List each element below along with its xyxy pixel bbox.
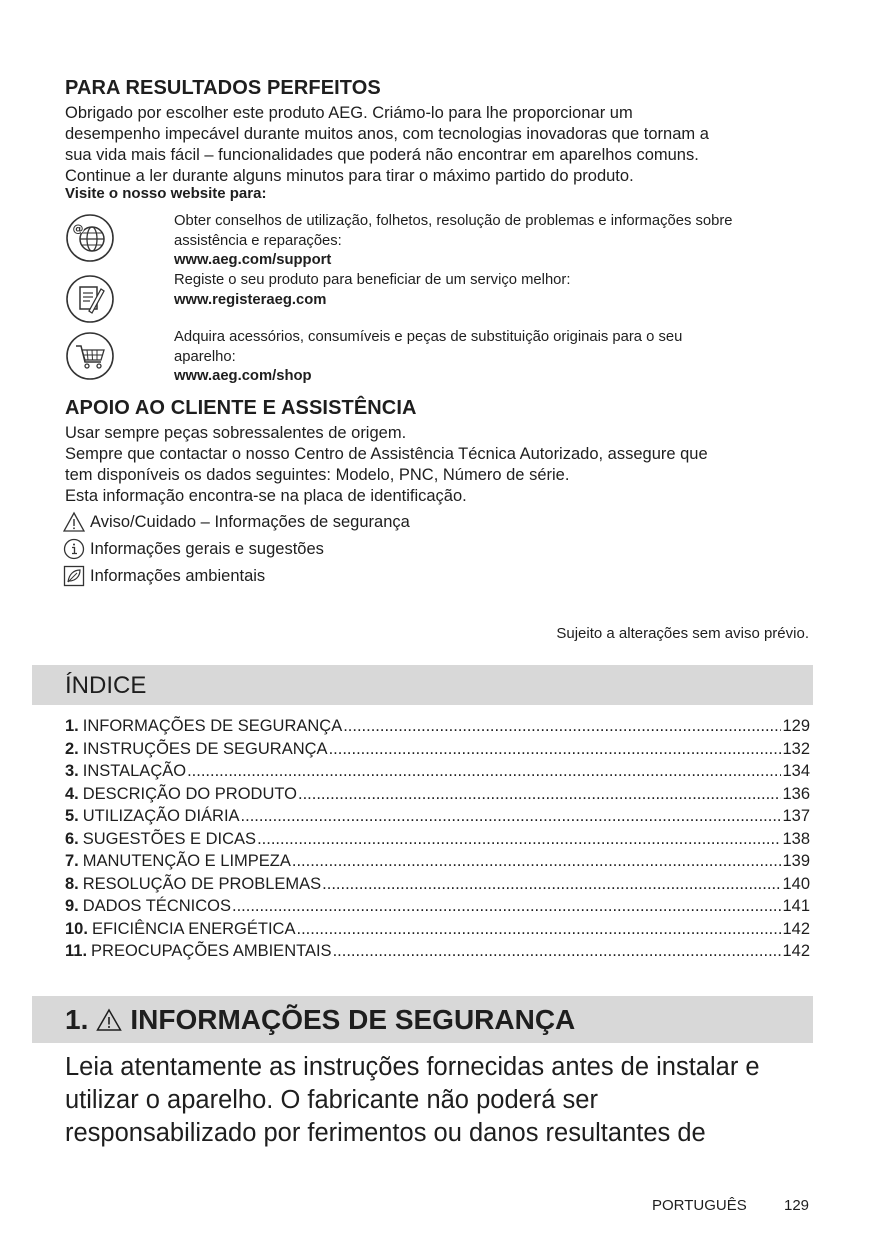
toc-leader — [187, 760, 781, 783]
symbol-warning-label: Aviso/Cuidado – Informações de segurança — [90, 512, 410, 531]
toc-entry[interactable] — [65, 715, 810, 738]
support-link-block — [174, 212, 814, 271]
toc-title: UTILIZAÇÃO DIÁRIA — [82, 807, 240, 825]
toc-title: RESOLUÇÃO DE PROBLEMAS — [82, 874, 322, 893]
safety-intro-line: responsabilizado por ferimentos ou danos resultantes de — [65, 1119, 706, 1147]
support-paragraph — [65, 423, 815, 507]
toc-number: 7. — [65, 852, 79, 870]
toc-page: 137 — [782, 807, 810, 825]
toc-leader — [292, 850, 782, 873]
intro-line: desempenho impecável durante muitos anos, com tecnologias inovadoras que tornam a — [65, 125, 709, 143]
toc-entry[interactable] — [65, 760, 810, 783]
toc-entry[interactable] — [65, 873, 810, 896]
toc-page: 136 — [782, 784, 810, 803]
toc-title: DESCRIÇÃO DO PRODUTO — [82, 784, 297, 803]
toc-entry[interactable] — [65, 738, 810, 761]
info-circle-icon — [63, 538, 85, 560]
toc-title: INFORMAÇÕES DE SEGURANÇA — [82, 717, 343, 735]
intro-line: sua vida mais fácil – funcionalidades que poderá não encontrar em aparelhos comuns. — [65, 146, 699, 164]
toc-title: SUGESTÕES E DICAS — [82, 829, 257, 848]
shop-link-text: Adquira acessórios, consumíveis e peças de substituição originais para o seu — [174, 329, 683, 345]
warning-triangle-icon — [63, 511, 85, 533]
index-header-band — [32, 665, 813, 705]
toc-number: 9. — [65, 897, 79, 915]
toc-title: MANUTENÇÃO E LIMPEZA — [82, 852, 291, 870]
toc-leader — [232, 895, 781, 918]
symbol-info-line — [63, 538, 324, 560]
toc-title: INSTRUÇÕES DE SEGURANÇA — [82, 739, 328, 758]
visit-label: Visite o nosso website para: — [65, 185, 267, 202]
toc-title: EFICIÊNCIA ENERGÉTICA — [91, 919, 296, 938]
safety-section-number: 1. — [65, 1004, 89, 1035]
toc-page: 138 — [782, 829, 810, 848]
toc-number: 1. — [65, 717, 79, 735]
toc-page: 140 — [782, 874, 810, 893]
safety-intro-line: Leia atentamente as instruções fornecidas antes de instalar e — [65, 1053, 760, 1081]
symbol-warning-line — [63, 511, 410, 533]
toc-entry[interactable] — [65, 895, 810, 918]
toc-leader — [257, 828, 781, 851]
toc-page: 132 — [782, 739, 810, 758]
toc-leader — [322, 873, 781, 896]
toc-number: 6. — [65, 829, 79, 848]
toc-leader — [298, 783, 781, 806]
footer-page-number: 129 — [784, 1197, 810, 1214]
shop-url-link[interactable]: www.aeg.com/shop — [174, 368, 312, 384]
index-title: ÍNDICE — [65, 672, 147, 699]
toc-leader — [343, 715, 781, 738]
toc-page: 134 — [782, 762, 810, 780]
change-notice: Sujeito a alterações sem aviso prévio. — [556, 625, 809, 642]
support-line: tem disponíveis os dados seguintes: Modelo, PNC, Número de série. — [65, 466, 570, 484]
support-url-link[interactable]: www.aeg.com/support — [174, 252, 332, 268]
toc-entry[interactable] — [65, 940, 810, 963]
toc-page: 129 — [782, 717, 810, 735]
globe-at-icon — [65, 213, 115, 263]
safety-intro-text — [65, 1051, 825, 1150]
safety-section-title: INFORMAÇÕES DE SEGURANÇA — [130, 1004, 576, 1035]
intro-line: Obrigado por escolher este produto AEG. Criámo-lo para lhe proporcionar um — [65, 104, 633, 122]
shop-link-text: aparelho: — [174, 348, 236, 365]
shop-link-block — [174, 328, 814, 387]
toc-leader — [296, 918, 781, 941]
toc-title: DADOS TÉCNICOS — [82, 897, 231, 915]
register-form-icon — [65, 274, 115, 324]
support-heading: APOIO AO CLIENTE E ASSISTÊNCIA — [65, 397, 417, 419]
footer-language: PORTUGUÊS — [652, 1197, 747, 1214]
toc-number: 4. — [65, 784, 79, 803]
toc-entry[interactable] — [65, 805, 810, 828]
toc-title: INSTALAÇÃO — [82, 762, 187, 780]
toc-entry[interactable] — [65, 850, 810, 873]
toc-number: 2. — [65, 739, 79, 758]
symbol-environment-label: Informações ambientais — [90, 566, 266, 585]
toc-title: PREOCUPAÇÕES AMBIENTAIS — [91, 942, 332, 960]
symbol-environment-line — [63, 565, 265, 587]
toc-leader — [241, 805, 782, 828]
shopping-cart-icon — [65, 331, 115, 381]
register-link-text: Registe o seu produto para beneficiar de um serviço melhor: — [174, 272, 571, 288]
safety-intro-line: utilizar o aparelho. O fabricante não poderá ser — [65, 1086, 598, 1114]
leaf-environment-icon — [63, 565, 85, 587]
intro-heading: PARA RESULTADOS PERFEITOS — [65, 77, 381, 99]
toc-page: 139 — [782, 852, 810, 870]
safety-header-band — [32, 996, 813, 1043]
toc-leader — [329, 738, 782, 761]
symbol-info-label: Informações gerais e sugestões — [90, 539, 324, 558]
support-link-text: Obter conselhos de utilização, folhetos, resolução de problemas e informações sobre — [174, 213, 733, 229]
toc-leader — [333, 940, 782, 963]
toc-page: 142 — [782, 942, 810, 960]
register-link-block — [174, 271, 814, 310]
svg-text:@: @ — [72, 222, 84, 235]
support-line: Usar sempre peças sobressalentes de origem. — [65, 424, 407, 442]
toc-page: 142 — [782, 919, 810, 938]
intro-line: Continue a ler durante alguns minutos para tirar o máximo partido do produto. — [65, 167, 634, 185]
toc-entry[interactable] — [65, 828, 810, 851]
warning-triangle-icon — [96, 1008, 122, 1032]
toc-number: 10. — [65, 919, 88, 938]
toc-entry[interactable] — [65, 783, 810, 806]
register-url-link[interactable]: www.registeraeg.com — [174, 291, 327, 308]
toc-entry[interactable] — [65, 918, 810, 941]
toc-number: 3. — [65, 762, 79, 780]
toc-number: 11. — [65, 942, 88, 960]
support-line: Esta informação encontra-se na placa de identificação. — [65, 487, 467, 505]
toc-number: 8. — [65, 874, 79, 893]
toc-number: 5. — [65, 807, 79, 825]
support-link-text: assistência e reparações: — [174, 232, 342, 249]
toc-page: 141 — [782, 897, 810, 915]
intro-paragraph — [65, 103, 815, 187]
table-of-contents — [65, 715, 810, 963]
support-line: Sempre que contactar o nosso Centro de Assistência Técnica Autorizado, assegure que — [65, 445, 708, 463]
